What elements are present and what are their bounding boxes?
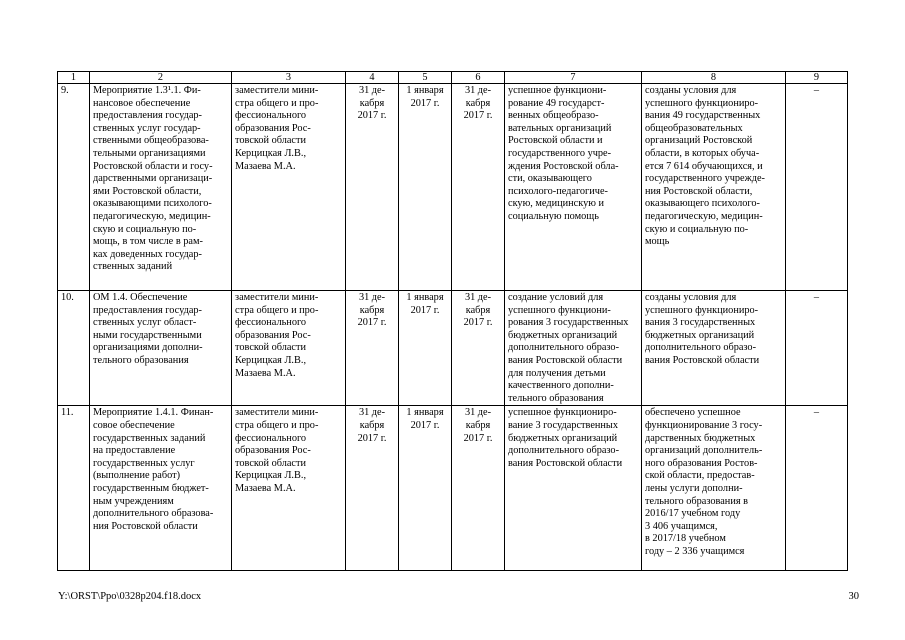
row-number: 11.: [58, 406, 90, 571]
actual-end-date: 31 де- кабря 2017 г.: [452, 291, 505, 406]
column-header: 2: [90, 72, 232, 84]
actual-result: обеспечено успешное функционирование 3 госу- дарственных бюджетных организаций дополнитель- ного образования Ростов- ской области, предостав- лены услуги дополни- тельного образования в 2016/17 учебном году 3 406 учащимся, в 2017/18 учебном году – 2 336 учащимся: [642, 406, 786, 571]
column-header: 6: [452, 72, 505, 84]
column-header: 4: [346, 72, 399, 84]
event-name: Мероприятие 1.3¹.1. Фи- нансовое обеспечение предоставления государ- ственных услуг государ- ственными общеобразова- тельными организациями Ростовской области и госу- дарственными организаци- ями Ростовской области, оказывающими психолого- педагогическую, медицин- скую и социальную по- мощь, в том числе в рам- ках доведенных государ- ственных заданий: [90, 84, 232, 291]
responsible-executor: заместители мини- стра общего и про- фессионального образования Рос- товской области Керцицкая Л.В., Мазаева М.А.: [232, 406, 346, 571]
column-header: 5: [399, 72, 452, 84]
column-header: 7: [505, 72, 642, 84]
actual-start-date: 1 января 2017 г.: [399, 84, 452, 291]
planned-end-date: 31 де- кабря 2017 г.: [346, 406, 399, 571]
event-name: Мероприятие 1.4.1. Финан- совое обеспечение государственных заданий на предоставление государственных услуг (выполнение работ) государственным бюджет- ным учреждениям дополнительного образова- ния Ростовской области: [90, 406, 232, 571]
column-header: 9: [786, 72, 848, 84]
planned-result: создание условий для успешного функциони- рования 3 государственных бюджетных организаций дополнительного образо- вания Ростовской области для получения детьми качественного дополни- тельного образования: [505, 291, 642, 406]
reasons-cell: –: [786, 84, 848, 291]
planned-end-date: 31 де- кабря 2017 г.: [346, 84, 399, 291]
reasons-cell: –: [786, 291, 848, 406]
column-header: 3: [232, 72, 346, 84]
event-name: ОМ 1.4. Обеспечение предоставления государ- ственных услуг област- ными государственными организациями дополни- тельного образования: [90, 291, 232, 406]
page-number: 30: [848, 591, 859, 602]
table-row: [58, 291, 848, 406]
actual-end-date: 31 де- кабря 2017 г.: [452, 84, 505, 291]
responsible-executor: заместители мини- стра общего и про- фессионального образования Рос- товской области Керцицкая Л.В., Мазаева М.А.: [232, 291, 346, 406]
row-number: 9.: [58, 84, 90, 291]
actual-result: созданы условия для успешного функциониро- вания 49 государственных общеобразовательных организаций Ростовской области, в которых обуча- ется 7 614 обучающихся, и государственного учрежде- ния Ростовской области, оказывающего психолого- педагогическую, медицин- скую и социальную по- мощь: [642, 84, 786, 291]
actual-end-date: 31 де- кабря 2017 г.: [452, 406, 505, 571]
column-number-row: [58, 72, 848, 84]
actual-start-date: 1 января 2017 г.: [399, 291, 452, 406]
planned-end-date: 31 де- кабря 2017 г.: [346, 291, 399, 406]
planned-result: успешное функциониро- вание 3 государственных бюджетных организаций дополнительного образо- вания Ростовской области: [505, 406, 642, 571]
footer-file-path: Y:\ORST\Ppo\0328p204.f18.docx: [58, 591, 202, 602]
table-row: [58, 406, 848, 571]
actual-result: созданы условия для успешного функциониро- вания 3 государственных бюджетных организаций дополнительного образо- вания Ростовской области: [642, 291, 786, 406]
table-row: [58, 84, 848, 291]
column-header: 1: [58, 72, 90, 84]
reasons-cell: –: [786, 406, 848, 571]
actual-start-date: 1 января 2017 г.: [399, 406, 452, 571]
responsible-executor: заместители мини- стра общего и про- фессионального образования Рос- товской области Керцицкая Л.В., Мазаева М.А.: [232, 84, 346, 291]
row-number: 10.: [58, 291, 90, 406]
column-header: 8: [642, 72, 786, 84]
plan-table: [57, 71, 848, 571]
planned-result: успешное функциони- рование 49 государст- венных общеобразо- вательных организаций Ростовской области и государственного учре- ждения Ростовской обла- сти, оказывающего психолого-педагогиче- скую, медицинскую и социальную помощь: [505, 84, 642, 291]
